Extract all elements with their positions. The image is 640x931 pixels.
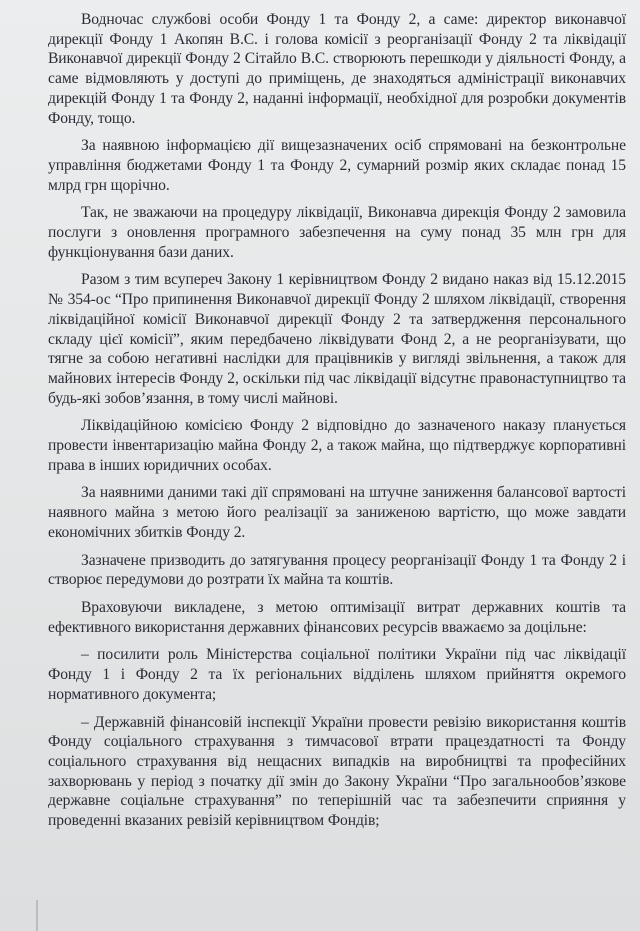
paragraph-inventory: Ліквідаційною комісією Фонду 2 відповідно до зазначеного наказу планується провести інвентаризацію майна Фонду 2, а також майна, що підтверджує корпоративні права в інших юридичних особах. bbox=[48, 417, 626, 474]
paragraph-liquidation-order: Разом з тим всупереч Закону 1 керівництвом Фонду 2 видано наказ від 15.12.2015 № 354-ос “Про припинення Виконавчої дирекції Фонду 2 шляхом ліквідації, створення ліквідаційної комісії Виконавчої дирекції Фонду 2 та затвердження персонального складу цієї комісії”, яким передбачено ліквідувати Фонд 2, а не реорганізувати, що тягне за собою негативні наслідки для працівників у вигляді звільнення, а також для майнових інтересів Фонду 2, оскільки під час ліквідації відсутнє правонаступництво та будь-які зобов’язання, в тому числі майнові. bbox=[48, 271, 626, 407]
paragraph-budget-control: За наявною інформацією дії вищезазначених осіб спрямовані на безконтрольне управління бюджетами Фонду 1 та Фонду 2, сумарний розмір яких складає понад 15 млрд грн щорічно. bbox=[48, 137, 626, 194]
paragraph-recommendations-intro: Враховуючи викладене, з метою оптимізації витрат державних коштів та ефективного використання державних фінансових ресурсів вважаємо за доцільне: bbox=[48, 598, 626, 636]
paragraph-delay-consequences: Зазначене призводить до затягування процесу реорганізації Фонду 1 та Фонду 2 і створює передумови до розтрати їх майна та коштів. bbox=[48, 551, 626, 589]
paragraph-undervaluation: За наявними даними такі дії спрямовані на штучне заниження балансової вартості наявного майна з метою його реалізації за заниженою вартістю, що може завдати економічних збитків Фонду 2. bbox=[48, 484, 626, 541]
margin-line bbox=[36, 900, 38, 931]
paragraph-officials-obstruction: Водночас службові особи Фонду 1 та Фонду 2, а саме: директор виконавчої дирекції Фонду 1 Акопян В.С. і голова комісії з реорганізації Фонду 2 та ліквідації Виконавчої дирекції Фонду 2 Сітайло В.С. створюють перешкоди у діяльності Фонду, а саме відмовляють у доступі до приміщень, де знаходяться адміністрації виконавчих дирекцій Фонду 1 та Фонду 2, наданні інформації, необхідної для розробки документів Фонду, тощо. bbox=[48, 11, 626, 127]
paragraph-software-services: Так, не зважаючи на процедуру ліквідації, Виконавча дирекція Фонду 2 замовила послуги з оновлення програмного забезпечення на суму понад 35 млн грн для функціонування бази даних. bbox=[48, 204, 626, 261]
recommendation-item-ministry: – посилити роль Міністерства соціальної політики України під час ліквідації Фонду 1 і Фонду 2 та їх регіональних відділень шляхом прийняття окремого нормативного документа; bbox=[48, 646, 626, 703]
recommendation-item-audit: – Державній фінансовій інспекції України провести ревізію використання коштів Фонду соціального страхування з тимчасової втрати працездатності та Фонду соціального страхування від нещасних випадків на виробництві та професійних захворювань у період з початку дії змін до Закону України “Про загальнообов’язкове державне соціальне страхування” по теперішній час та забезпечити сприяння у проведенні вказаних ревізій керівництвом Фондів; bbox=[48, 713, 626, 830]
